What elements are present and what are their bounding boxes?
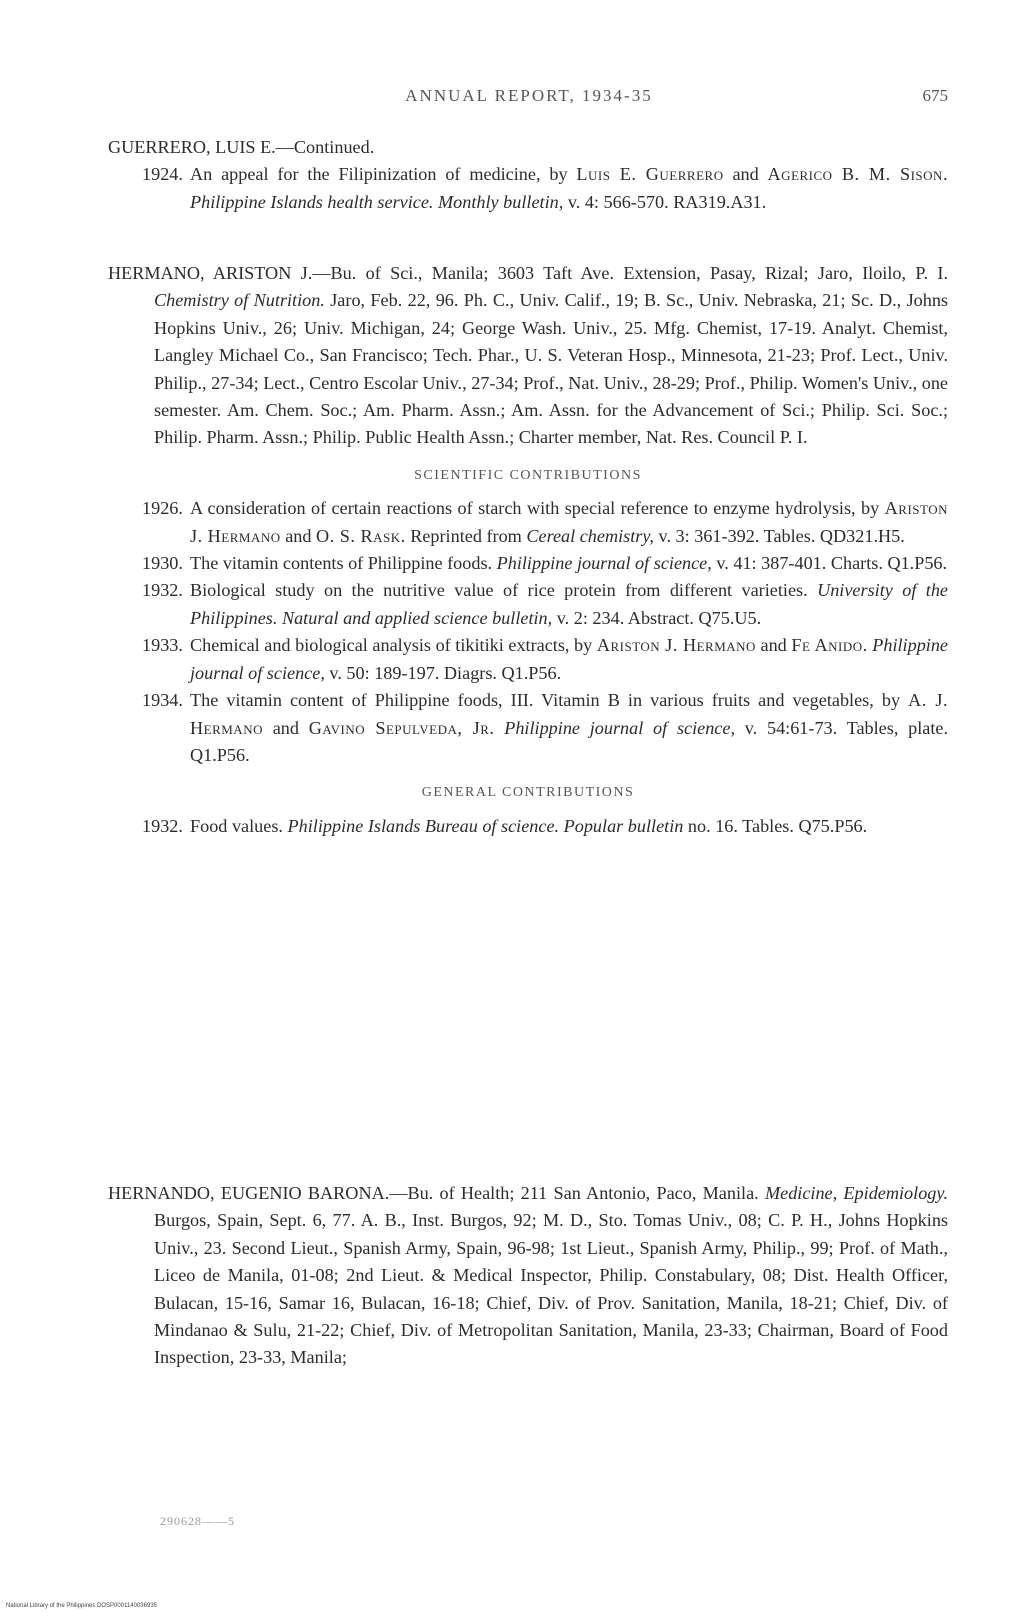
author: Ariston J. Hermano	[190, 498, 948, 546]
publication-entry	[108, 550, 948, 577]
biography-details: Jaro, Feb. 22, 96. Ph. C., Univ. Calif., 19; B. Sc., Univ. Nebraska, 21; Sc. D., Johns Hopkins Univ., 26; Univ. Michigan, 24; George Wash. Univ., 25. Mfg. Chemist, 17-19. Analyt. Chemist, Langley Michael Co., San Francisco; Tech. Phar., U. S. Veteran Hosp., Minnesota, 21-23; Prof. Lect., Univ. Philip., 27-34; Lect., Centro Escolar Univ., 27-34; Prof., Nat. Univ., 28-29; Prof., Philip. Women's Univ., one semester. Am. Chem. Soc.; Am. Pharm. Assn.; Am. Assn. for the Advancement of Sci.; Philip. Sci. Soc.; Philip. Pharm. Assn.; Philip. Public Health Assn.; Charter member, Nat. Res. Council P. I.	[154, 290, 949, 448]
journal-title: Philippine Islands health service. Monthly bulletin,	[190, 191, 564, 212]
author: Agerico B. M. Sison.	[767, 164, 948, 185]
biography-address: —Bu. of Sci., Manila; 3603 Taft Ave. Extension, Pasay, Rizal; Jaro, Iloilo, P. I.	[312, 263, 949, 283]
journal-title: Cereal chemistry,	[526, 525, 654, 546]
conjunction: and	[285, 525, 312, 546]
journal-title: Philippine Islands Bureau of science. Popular bulletin	[287, 815, 684, 836]
publication-entry	[108, 577, 948, 632]
running-title: ANNUAL REPORT, 1934-35	[405, 86, 653, 105]
publication-year: 1930.	[142, 553, 183, 574]
author: Ariston J. Hermano	[596, 635, 756, 656]
hermano-biography	[108, 260, 948, 452]
publication-title: Chemical and biological analysis of tikitiki extracts, by	[190, 635, 593, 656]
publication-title: Biological study on the nutritive value of rice protein from different varieties.	[190, 580, 808, 601]
journal-title: Philippine journal of science,	[190, 635, 949, 683]
guerrero-name: GUERRERO, LUIS E.	[108, 137, 276, 157]
conjunction: and	[760, 635, 787, 656]
publication-year: 1932.	[142, 580, 183, 601]
author: Fe Anido.	[791, 635, 868, 656]
author: Gavino Sepulveda, Jr.	[308, 717, 495, 738]
author: Luis E. Guerrero	[576, 164, 724, 185]
publication-year: 1924.	[142, 164, 183, 185]
citation: no. 16. Tables. Q75.P56.	[687, 815, 868, 836]
publication-entry	[108, 495, 948, 550]
conjunction: and	[732, 164, 759, 185]
publication-entry	[108, 813, 948, 840]
hernando-entry	[108, 1180, 948, 1372]
guerrero-publication	[108, 161, 948, 216]
journal-title: University of the Philippines. Natural and applied science bulletin,	[190, 580, 948, 628]
publication-year: 1926.	[142, 498, 183, 519]
publication-year: 1934.	[142, 690, 183, 711]
general-contributions-heading: GENERAL CONTRIBUTIONS	[421, 785, 635, 801]
person-name: HERNANDO, EUGENIO BARONA.	[108, 1183, 390, 1203]
citation: v. 50: 189-197. Diagrs. Q1.P56.	[329, 662, 562, 683]
citation: v. 4: 566-570. RA319.A31.	[567, 191, 767, 212]
publication-title: The vitamin contents of Philippine foods.	[190, 553, 493, 574]
publication-title: An appeal for the Filipinization of medicine, by	[190, 164, 568, 185]
running-head	[110, 86, 948, 110]
author: O. S. Rask.	[316, 525, 406, 546]
publication-year: 1933.	[142, 635, 183, 656]
guerrero-continued: —Continued.	[275, 137, 375, 157]
library-footer: National Library of the Philippines DOSP0001140036935	[6, 1603, 157, 1609]
biography-address: —Bu. of Health; 211 San Antonio, Paco, Manila.	[389, 1183, 759, 1203]
hermano-entry	[108, 260, 948, 840]
guerrero-heading	[108, 134, 948, 161]
conjunction: and	[272, 717, 299, 738]
guerrero-entry	[108, 134, 948, 216]
scientific-contributions-heading: SCIENTIFIC CONTRIBUTIONS	[414, 467, 642, 483]
publication-year: 1932.	[142, 815, 183, 836]
publication-entry	[108, 632, 948, 687]
journal-title: Philippine journal of science,	[496, 553, 712, 574]
person-name: HERMANO, ARISTON J.	[108, 263, 313, 283]
citation: v. 2: 234. Abstract. Q75.U5.	[556, 607, 762, 628]
field-of-study: Chemistry of Nutrition.	[154, 290, 325, 311]
publication-title: A consideration of certain reactions of starch with special reference to enzyme hydrolysis, by	[190, 498, 880, 519]
journal-title: Philippine journal of science,	[504, 717, 736, 738]
publication-entry	[108, 687, 948, 769]
reprint-note: Reprinted from	[410, 525, 522, 546]
author: A. J. Hermano	[190, 690, 949, 738]
publication-title: The vitamin content of Philippine foods, III. Vitamin B in various fruits and vegetables, by	[190, 690, 901, 711]
citation: v. 41: 387-401. Charts. Q1.P56.	[716, 553, 948, 574]
hernando-biography	[108, 1180, 948, 1372]
field-of-study: Medicine, Epidemiology.	[764, 1183, 948, 1203]
citation: v. 3: 361-392. Tables. QD321.H5.	[658, 525, 905, 546]
publication-title: Food values.	[190, 815, 283, 836]
citation: v. 54:61-73. Tables, plate. Q1.P56.	[190, 717, 949, 765]
page-number: 675	[922, 86, 948, 105]
printer-signature-mark: 290628——5	[160, 1514, 235, 1528]
biography-details: Burgos, Spain, Sept. 6, 77. A. B., Inst. Burgos, 92; M. D., Sto. Tomas Univ., 08; C. P. H., Johns Hopkins Univ., 23. Second Lieut., Spanish Army, Spain, 96-98; 1st Lieut., Spanish Army, Philip., 99; Prof. of Math., Liceo de Manila, 01-08; 2nd Lieut. & Medical Inspector, Philip. Constabulary, 08; Dist. Health Officer, Bulacan, 15-16, Samar 16, Bulacan, 16-18; Chief, Div. of Prov. Sanitation, Manila, 18-21; Chief, Div. of Mindanao & Sulu, 21-22; Chief, Div. of Metropolitan Sanitation, Manila, 23-33; Chairman, Board of Food Inspection, 23-33, Manila;	[154, 1210, 948, 1368]
